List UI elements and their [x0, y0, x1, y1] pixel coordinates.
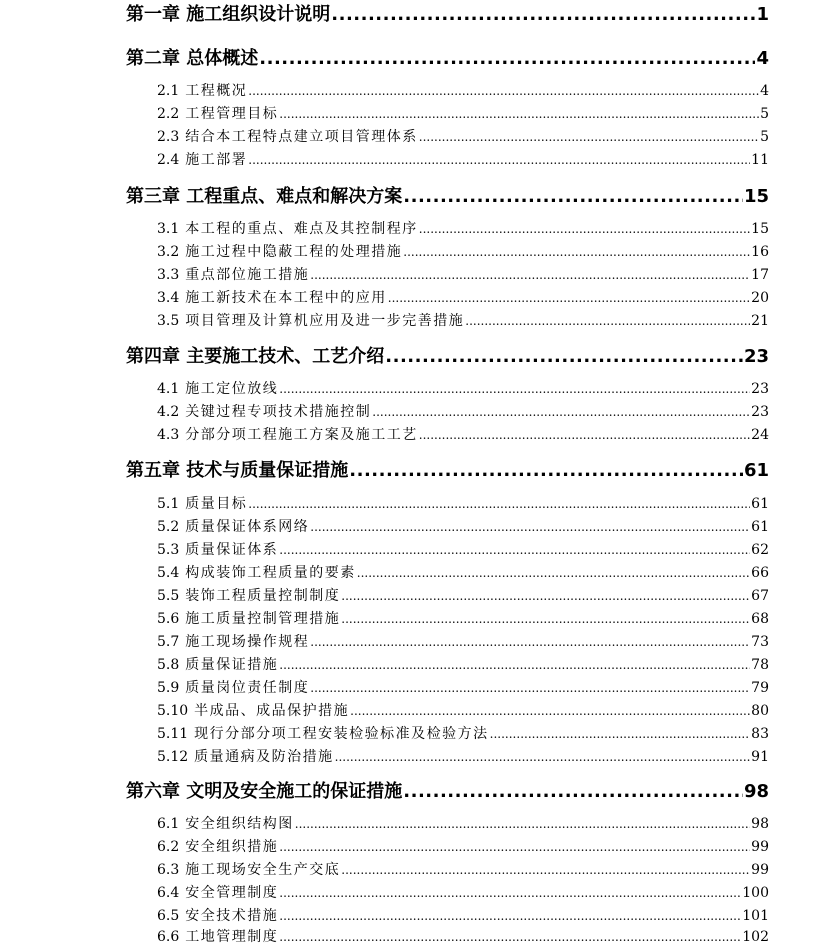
toc-section-number: 5.6: [157, 611, 180, 627]
toc-section-title: [157, 80, 247, 100]
toc-page-number: 61: [751, 496, 769, 512]
toc-section-text: 构成装饰工程质量的要素: [185, 565, 356, 581]
toc-chapter-title: 第四章 主要施工技术、工艺介绍: [126, 346, 385, 367]
toc-page-number: 15: [751, 221, 769, 237]
toc-section-text: 施工质量控制管理措施: [185, 611, 341, 627]
toc-chapter-5[interactable]: [126, 456, 769, 482]
toc-page-number: 91: [751, 749, 769, 765]
toc-section-text: 半成品、成品保护措施: [194, 703, 350, 719]
toc-leader-dots: [341, 863, 750, 877]
toc-section-title: [157, 539, 278, 559]
toc-section-text: 项目管理及计算机应用及进一步完善措施: [185, 313, 465, 329]
toc-leader-dots: [388, 291, 750, 305]
toc-section-text: 结合本工程特点建立项目管理体系: [185, 129, 418, 145]
toc-leader-dots: [279, 543, 750, 557]
toc-section-number: 5.1: [157, 496, 180, 512]
toc-section-number: 5.8: [157, 657, 180, 673]
toc-section-title: [157, 126, 418, 146]
toc-section-number: 2.3: [157, 129, 180, 145]
toc-page-number: 98: [751, 816, 769, 832]
toc-page-number: 21: [751, 313, 769, 329]
toc-page-number: 79: [751, 680, 769, 696]
toc-leader-dots: [350, 704, 750, 718]
toc-leader-dots: [279, 658, 750, 672]
toc-section-number: 3.1: [157, 221, 180, 237]
toc-leader-dots: [403, 186, 743, 207]
toc-chapter-4[interactable]: [126, 342, 769, 368]
toc-section-title: [157, 378, 278, 398]
toc-section-title: [157, 264, 309, 284]
toc-leader-dots: [341, 589, 750, 603]
toc-section-6-6[interactable]: [157, 926, 769, 946]
toc-section-number: 4.1: [157, 381, 180, 397]
toc-page-number: 5: [760, 129, 769, 145]
toc-section-text: 施工现场安全生产交底: [185, 862, 341, 878]
toc-section-6-4[interactable]: [157, 882, 769, 902]
toc-section-6-2[interactable]: [157, 836, 769, 856]
toc-section-number: 6.4: [157, 885, 180, 901]
toc-section-5-5[interactable]: [157, 585, 769, 605]
toc-leader-dots: [279, 886, 741, 900]
toc-leader-dots: [385, 346, 743, 367]
toc-page-number: 23: [751, 404, 769, 420]
toc-page-number: 73: [751, 634, 769, 650]
toc-section-title: [157, 562, 356, 582]
toc-section-text: 本工程的重点、难点及其控制程序: [185, 221, 418, 237]
toc-page-number: 17: [751, 267, 769, 283]
toc-section-5-6[interactable]: [157, 608, 769, 628]
toc-leader-dots: [279, 909, 741, 923]
toc-chapter-title: 第五章 技术与质量保证措施: [126, 460, 349, 481]
toc-section-number: 6.2: [157, 839, 180, 855]
toc-chapter-3[interactable]: [126, 182, 769, 208]
toc-leader-dots: [279, 107, 759, 121]
toc-leader-dots: [279, 840, 750, 854]
toc-section-number: 3.3: [157, 267, 180, 283]
toc-section-title: [157, 882, 278, 902]
toc-section-title: [157, 424, 418, 444]
toc-section-number: 5.3: [157, 542, 180, 558]
toc-section-title: [157, 905, 278, 925]
toc-leader-dots: [295, 817, 750, 831]
toc-section-title: [157, 631, 309, 651]
toc-section-title: [157, 813, 294, 833]
toc-page-number: 67: [751, 588, 769, 604]
toc-section-title: [157, 287, 387, 307]
toc-page-number: 66: [751, 565, 769, 581]
toc-leader-dots: [419, 428, 750, 442]
toc-page-number: 78: [751, 657, 769, 673]
toc-section-number: 5.12: [157, 749, 189, 765]
toc-chapter-6[interactable]: [126, 777, 769, 803]
toc-section-text: 关键过程专项技术措施控制: [185, 404, 372, 420]
toc-section-number: 4.3: [157, 427, 180, 443]
toc-leader-dots: [248, 153, 750, 167]
toc-section-text: 施工新技术在本工程中的应用: [185, 290, 387, 306]
toc-section-text: 施工部署: [185, 152, 248, 168]
toc-page-number: 98: [743, 781, 769, 802]
toc-section-title: [157, 585, 340, 605]
toc-page-number: 101: [742, 908, 769, 924]
toc-leader-dots: [341, 612, 750, 626]
toc-page-number: 102: [742, 929, 769, 945]
toc-chapter-1[interactable]: [126, 0, 769, 26]
toc-section-3-1[interactable]: [157, 218, 769, 238]
toc-section-number: 5.7: [157, 634, 180, 650]
toc-section-2-4[interactable]: [157, 149, 769, 169]
toc-chapter-title: 第三章 工程重点、难点和解决方案: [126, 186, 403, 207]
toc-page-number: 62: [751, 542, 769, 558]
toc-section-3-5[interactable]: [157, 310, 769, 330]
toc-section-title: [157, 310, 464, 330]
toc-leader-dots: [419, 130, 759, 144]
toc-section-2-2[interactable]: [157, 103, 769, 123]
toc-leader-dots: [490, 727, 751, 741]
toc-section-number: 3.5: [157, 313, 180, 329]
toc-section-title: [157, 516, 309, 536]
toc-leader-dots: [419, 222, 750, 236]
toc-leader-dots: [465, 314, 750, 328]
toc-page-number: 4: [760, 83, 769, 99]
toc-leader-dots: [372, 405, 750, 419]
toc-chapter-2[interactable]: [126, 44, 769, 70]
toc-section-3-4[interactable]: [157, 287, 769, 307]
toc-section-title: [157, 654, 278, 674]
toc-page-number: 83: [751, 726, 769, 742]
toc-section-5-4[interactable]: [157, 562, 769, 582]
toc-section-title: [157, 723, 489, 743]
toc-section-5-12[interactable]: [157, 746, 769, 766]
toc-section-text: 施工现场操作规程: [185, 634, 310, 650]
toc-section-3-2[interactable]: [157, 241, 769, 261]
toc-section-text: 安全技术措施: [185, 908, 279, 924]
toc-section-number: 2.1: [157, 83, 180, 99]
toc-leader-dots: [310, 681, 750, 695]
toc-leader-dots: [349, 460, 743, 481]
toc-section-number: 4.2: [157, 404, 180, 420]
toc-section-number: 6.5: [157, 908, 180, 924]
toc-section-number: 5.10: [157, 703, 189, 719]
toc-section-text: 工程管理目标: [185, 106, 279, 122]
toc-section-number: 2.4: [157, 152, 180, 168]
toc-section-title: [157, 218, 418, 238]
toc-chapter-title: 第一章 施工组织设计说明: [126, 4, 331, 25]
toc-section-number: 5.5: [157, 588, 180, 604]
toc-page-number: 68: [751, 611, 769, 627]
toc-section-4-3[interactable]: [157, 424, 769, 444]
toc-section-number: 5.4: [157, 565, 180, 581]
toc-page-number: 4: [756, 48, 769, 69]
toc-section-number: 6.3: [157, 862, 180, 878]
toc-section-text: 分部分项工程施工方案及施工工艺: [185, 427, 418, 443]
toc-section-title: [157, 608, 340, 628]
toc-page-number: 99: [751, 862, 769, 878]
toc-page-number: 11: [751, 152, 769, 168]
toc-leader-dots: [403, 245, 750, 259]
toc-leader-dots: [331, 4, 755, 25]
toc-section-title: [157, 926, 278, 946]
toc-page-number: 5: [760, 106, 769, 122]
toc-section-text: 工程概况: [185, 83, 248, 99]
toc-section-5-11[interactable]: [157, 723, 769, 743]
toc-section-5-9[interactable]: [157, 677, 769, 697]
toc-page-number: 20: [751, 290, 769, 306]
toc-leader-dots: [310, 268, 750, 282]
toc-leader-dots: [310, 635, 750, 649]
toc-section-text: 装饰工程质量控制制度: [185, 588, 341, 604]
toc-page-number: 16: [751, 244, 769, 260]
toc-page-number: 24: [751, 427, 769, 443]
toc-section-number: 2.2: [157, 106, 180, 122]
toc-section-5-3[interactable]: [157, 539, 769, 559]
toc-section-6-5[interactable]: [157, 905, 769, 925]
toc-section-6-3[interactable]: [157, 859, 769, 879]
toc-section-text: 质量保证体系网络: [185, 519, 310, 535]
toc-section-number: 5.9: [157, 680, 180, 696]
toc-section-5-1[interactable]: [157, 493, 769, 513]
toc-section-6-1[interactable]: [157, 813, 769, 833]
toc-leader-dots: [335, 750, 751, 764]
toc-section-text: 重点部位施工措施: [185, 267, 310, 283]
toc-page-number: 61: [751, 519, 769, 535]
toc-section-2-1[interactable]: [157, 80, 769, 100]
toc-section-title: [157, 241, 402, 261]
toc-section-text: 质量岗位责任制度: [185, 680, 310, 696]
toc-section-text: 质量保证措施: [185, 657, 279, 673]
toc-section-title: [157, 677, 309, 697]
toc-section-text: 安全组织结构图: [185, 816, 294, 832]
toc-section-title: [157, 700, 349, 720]
toc-section-number: 3.2: [157, 244, 180, 260]
toc-page-number: 23: [751, 381, 769, 397]
toc-section-5-2[interactable]: [157, 516, 769, 536]
toc-section-title: [157, 493, 247, 513]
toc-section-number: 5.2: [157, 519, 180, 535]
toc-page-number: 61: [743, 460, 769, 481]
toc-section-2-3[interactable]: [157, 126, 769, 146]
toc-page-number: 23: [743, 346, 769, 367]
toc-chapter-title: 第六章 文明及安全施工的保证措施: [126, 781, 403, 802]
toc-section-text: 质量保证体系: [185, 542, 279, 558]
toc-section-text: 工地管理制度: [185, 929, 279, 945]
toc-section-title: [157, 401, 371, 421]
toc-section-number: 3.4: [157, 290, 180, 306]
toc-section-text: 安全组织措施: [185, 839, 279, 855]
toc-page-number: 80: [751, 703, 769, 719]
toc-section-4-1[interactable]: [157, 378, 769, 398]
toc-section-number: 6.1: [157, 816, 180, 832]
toc-section-text: 现行分部分项工程安装检验标准及检验方法: [194, 726, 489, 742]
toc-section-text: 安全管理制度: [185, 885, 279, 901]
toc-section-text: 质量通病及防治措施: [194, 749, 334, 765]
toc-leader-dots: [259, 48, 755, 69]
toc-section-5-8[interactable]: [157, 654, 769, 674]
toc-section-title: [157, 103, 278, 123]
toc-section-text: 质量目标: [185, 496, 248, 512]
toc-section-title: [157, 836, 278, 856]
toc-leader-dots: [248, 84, 759, 98]
toc-page-number: 15: [743, 186, 769, 207]
toc-leader-dots: [279, 382, 750, 396]
toc-section-4-2[interactable]: [157, 401, 769, 421]
toc-chapter-title: 第二章 总体概述: [126, 48, 259, 69]
toc-section-number: 5.11: [157, 726, 189, 742]
toc-section-3-3[interactable]: [157, 264, 769, 284]
toc-page-number: 1: [756, 4, 769, 25]
toc-leader-dots: [403, 781, 743, 802]
toc-section-text: 施工定位放线: [185, 381, 279, 397]
toc-section-5-10[interactable]: [157, 700, 769, 720]
toc-section-text: 施工过程中隐蔽工程的处理措施: [185, 244, 403, 260]
toc-leader-dots: [248, 497, 750, 511]
toc-section-title: [157, 859, 340, 879]
toc-page-number: 99: [751, 839, 769, 855]
toc-page-number: 100: [742, 885, 769, 901]
toc-section-title: [157, 149, 247, 169]
toc-leader-dots: [357, 566, 750, 580]
toc-section-title: [157, 746, 334, 766]
toc-section-number: 6.6: [157, 929, 180, 945]
toc-section-5-7[interactable]: [157, 631, 769, 651]
toc-leader-dots: [310, 520, 750, 534]
